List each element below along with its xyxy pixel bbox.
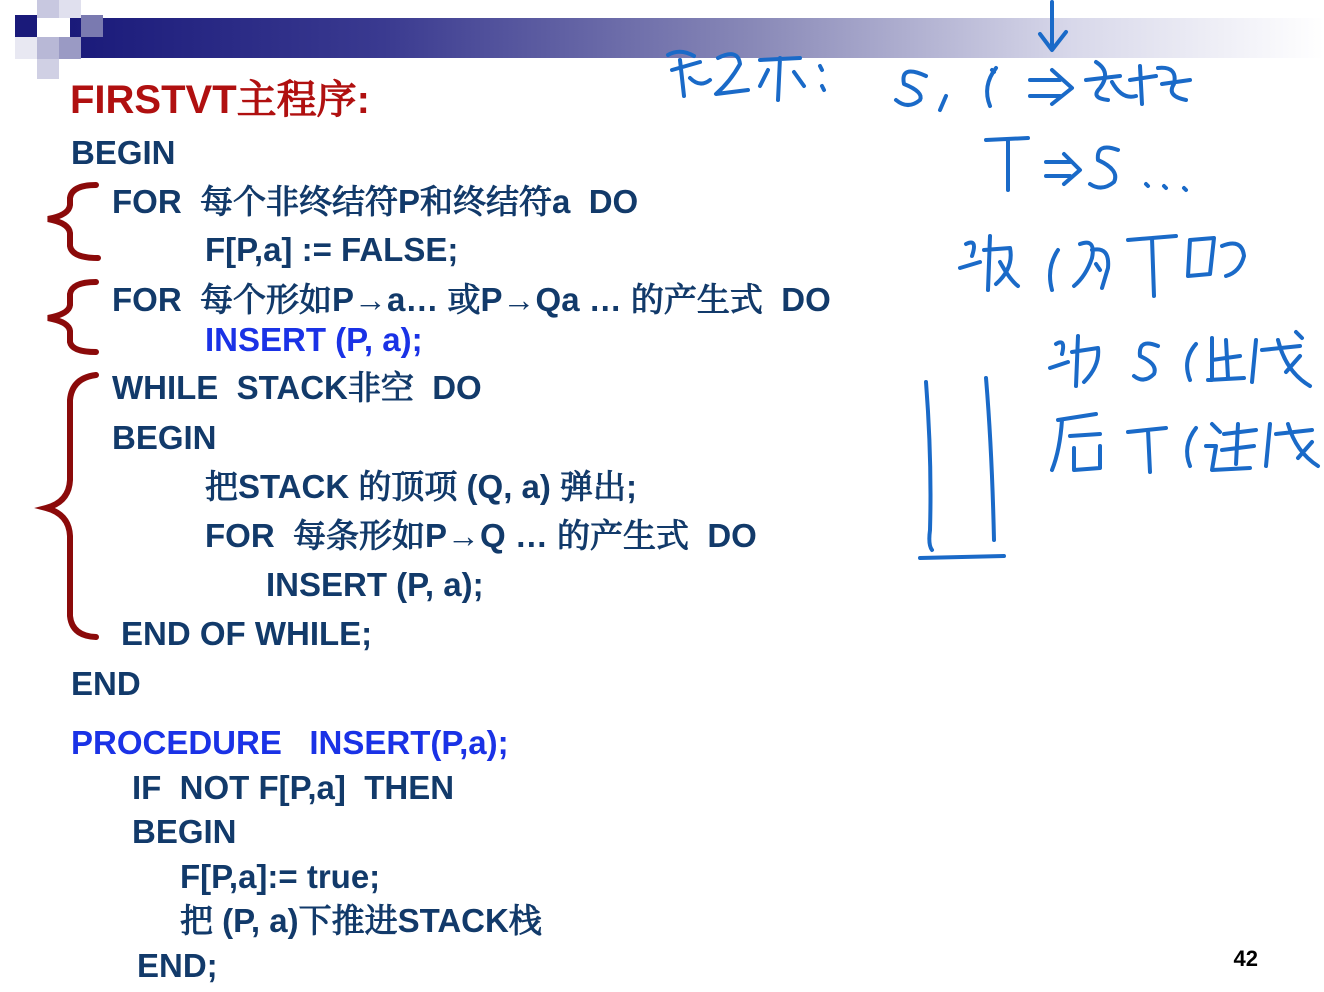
code-begin: BEGIN (71, 134, 176, 171)
handwritten-notes (668, 2, 1318, 558)
code-while: WHILE STACK非空 DO (112, 369, 482, 406)
code-for-each: FOR 每条形如P→Q … 的产生式 DO (205, 517, 757, 554)
code-for-init: FOR 每个非终结符P和终结符a DO (112, 183, 639, 220)
page-number: 42 (1233, 946, 1258, 971)
brace-while (46, 375, 96, 637)
code-end-while: END OF WHILE; (121, 615, 373, 652)
code-inner-begin: BEGIN (112, 419, 217, 456)
code-init-false: F[P,a] := FALSE; (205, 231, 459, 268)
slide-title: FIRSTVT主程序: (70, 78, 370, 122)
code-insert-call: INSERT (P, a); (205, 321, 423, 358)
code-pop-stack: 把STACK 的顶项 (Q, a) 弹出; (205, 468, 638, 505)
procedure-header: PROCEDURE INSERT(P,a); (71, 724, 509, 761)
procedure-end: END; (137, 947, 218, 984)
procedure-begin: BEGIN (132, 813, 237, 850)
procedure-assign: F[P,a]:= true; (180, 858, 381, 895)
code-insert-inner: INSERT (P, a); (266, 566, 484, 603)
brace-productions (48, 282, 96, 352)
brace-init (48, 185, 98, 258)
procedure-push: 把 (P, a)下推进STACK栈 (180, 902, 542, 939)
procedure-if: IF NOT F[P,a] THEN (132, 769, 455, 806)
code-for-productions: FOR 每个形如P→a… 或P→Qa … 的产生式 DO (112, 281, 831, 318)
code-end: END (71, 665, 141, 702)
